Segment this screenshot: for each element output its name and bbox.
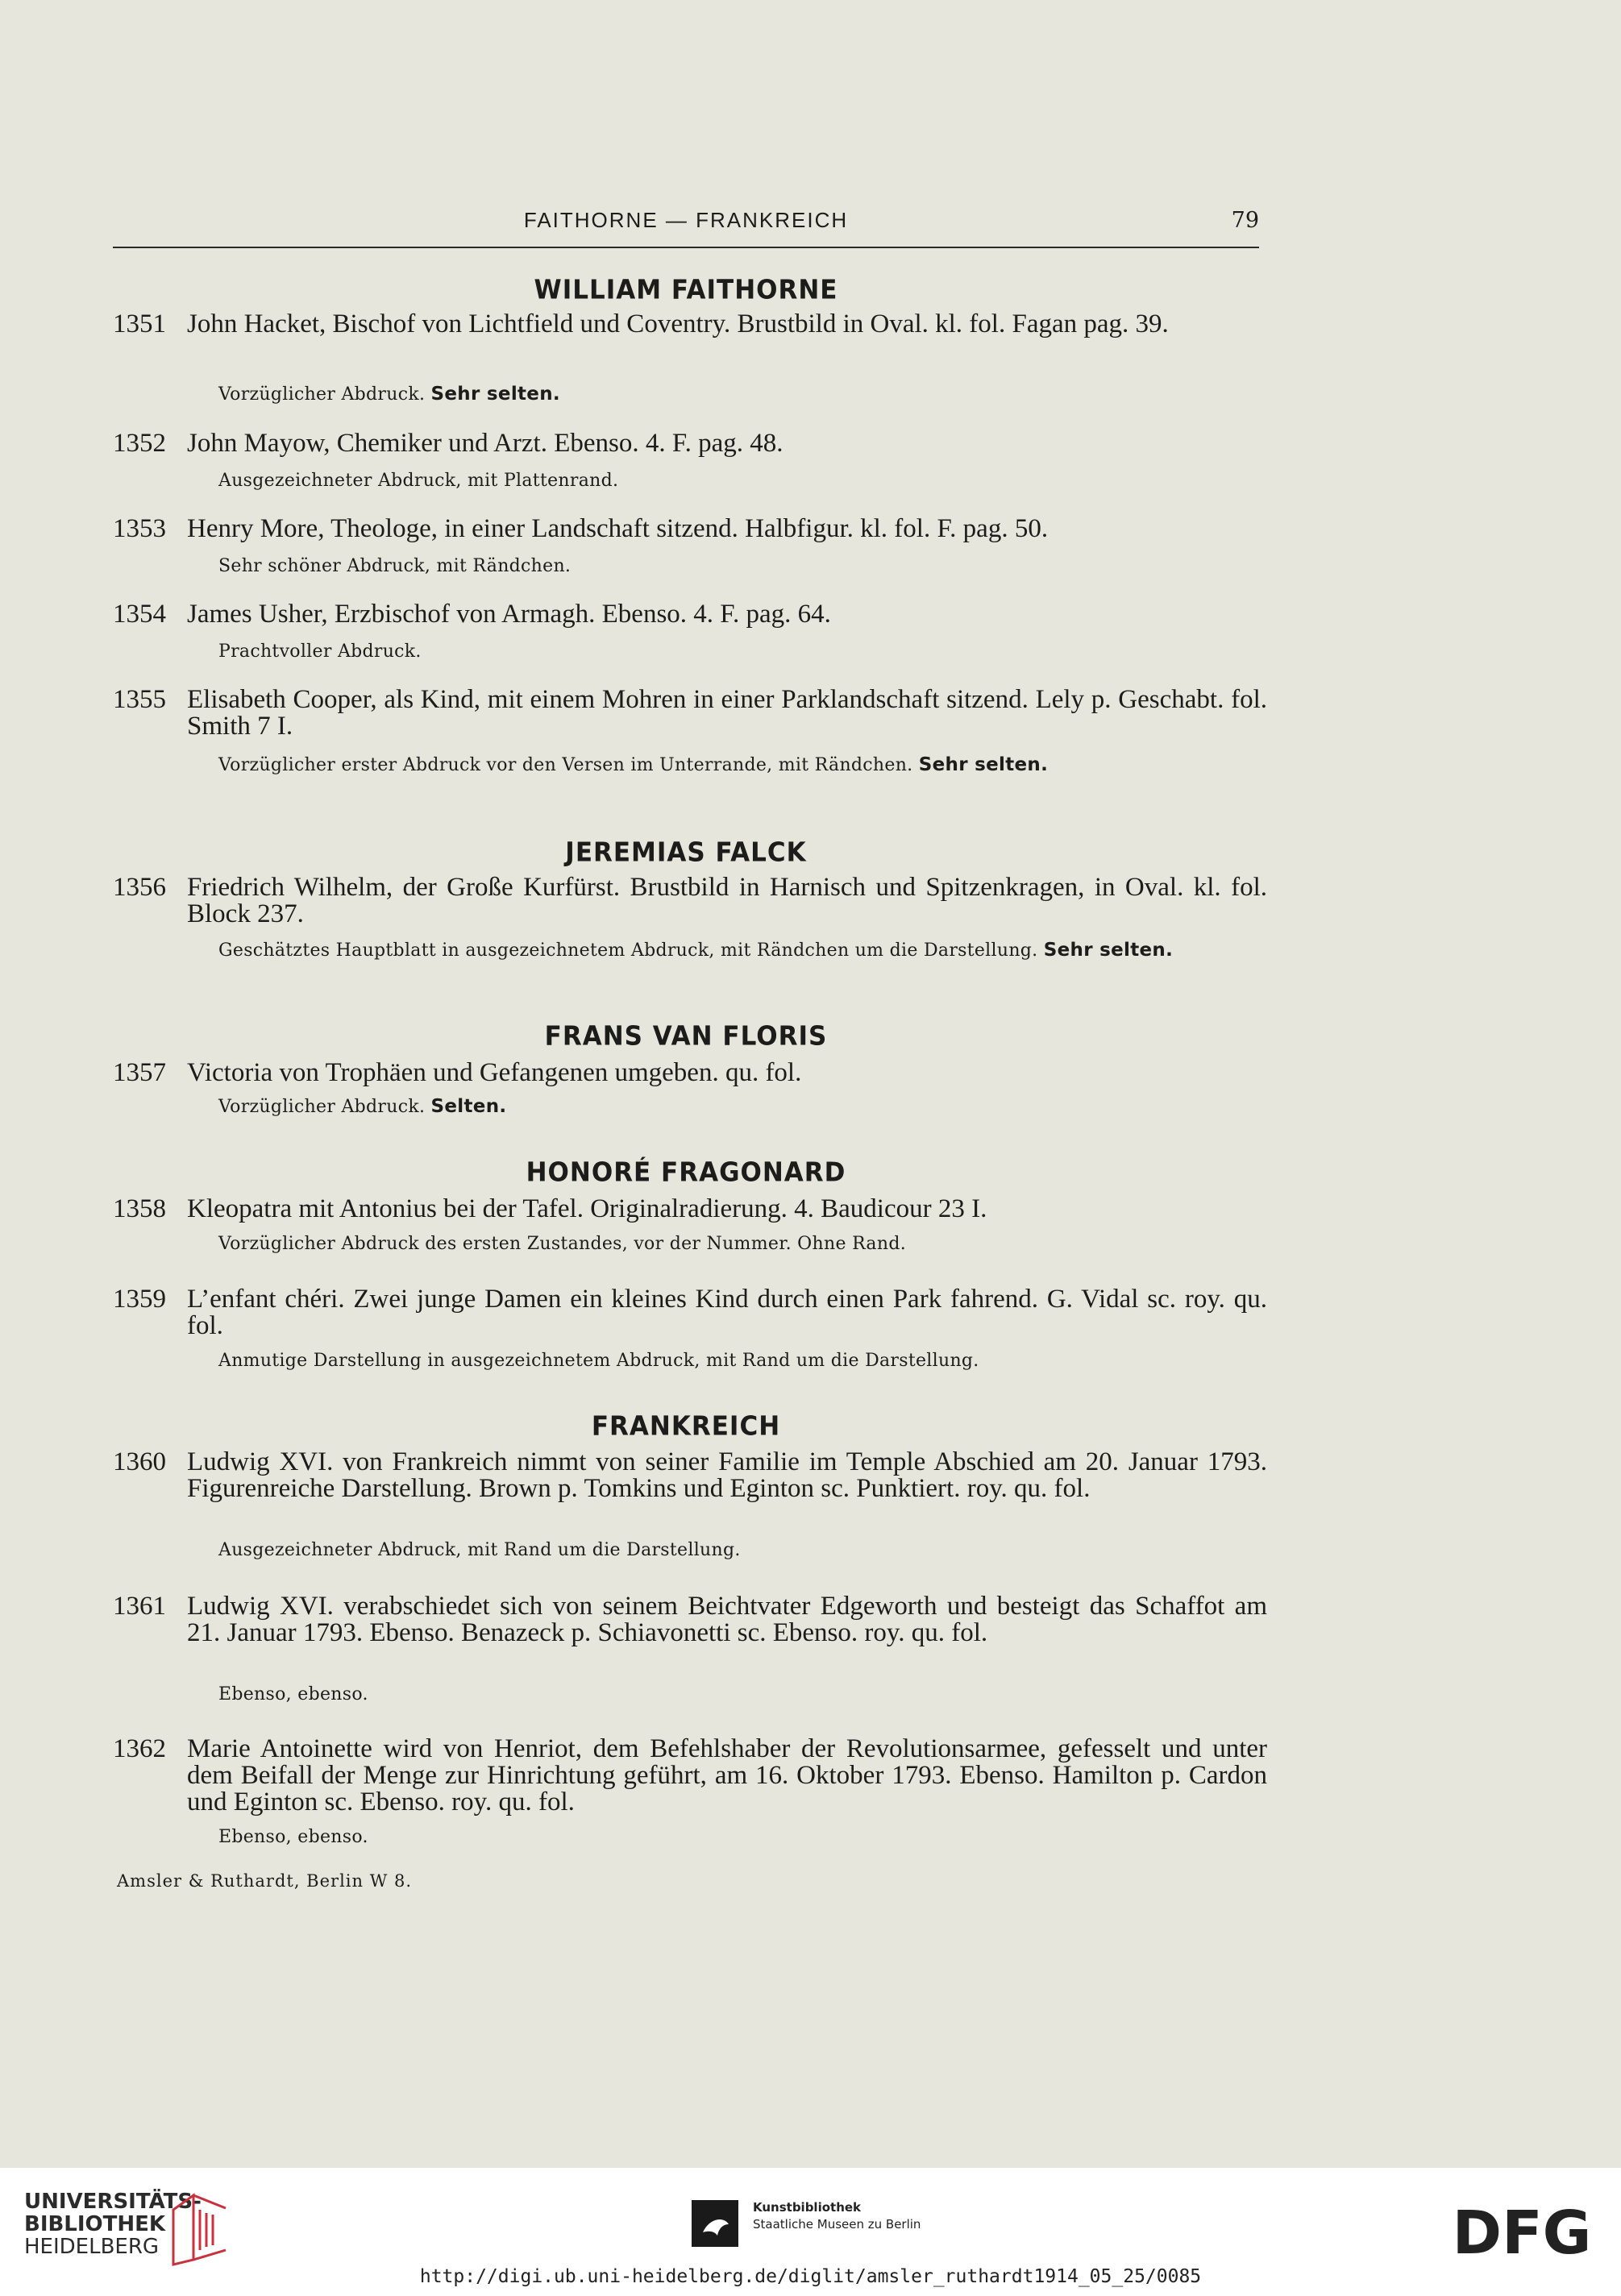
catalog-entry (113, 1736, 1267, 1865)
header-rule (113, 247, 1259, 248)
note-text: Ebenso, ebenso. (218, 1827, 368, 1847)
kunstbibliothek-eagle-icon[interactable] (692, 2200, 738, 2247)
section-heading-faithorne: WILLIAM FAITHORNE (534, 274, 838, 306)
entry-description: L’enfant chéri. Zwei junge Damen ein kleines Kind durch einen Park fahrend. G. Vidal sc. roy. qu. fol. (187, 1285, 1267, 1340)
note-text: Vorzüglicher Abdruck. (218, 384, 426, 405)
catalog-entry (113, 601, 1267, 666)
entry-description: Marie Antoinette wird von Henriot, dem Befehlshaber der Revolutionsarmee, gefesselt und unter dem Beifall der Menge zur Hinrichtung geführt, am 16. Oktober 1793. Ebenso. Hamilton p. Cardon und Eginton sc. Ebenso. roy. qu. fol. (187, 1734, 1267, 1816)
permalink-url[interactable]: http://digi.ub.uni-heidelberg.de/diglit/amsler_ruthardt1914_05_25/0085 (419, 2266, 1202, 2287)
note-emphasis: Sehr selten. (430, 384, 560, 405)
note-text: Vorzüglicher Abdruck. (218, 1097, 426, 1117)
entry-description: John Hacket, Bischof von Lichtfield und Coventry. Brustbild in Oval. kl. fol. Fagan pag. 39. (187, 309, 1169, 338)
entry-number: 1359 (113, 1285, 166, 1314)
entry-number: 1358 (113, 1194, 166, 1223)
entry-number: 1351 (113, 309, 166, 338)
entry-note (218, 1682, 1267, 1708)
catalog-entry (113, 1286, 1267, 1383)
entry-note (218, 554, 1267, 579)
entry-number: 1360 (113, 1447, 166, 1476)
catalog-entry (113, 311, 1267, 416)
note-emphasis: Sehr selten. (1043, 940, 1174, 961)
entry-note (218, 468, 1267, 494)
entry-number: 1356 (113, 873, 166, 902)
entry-description: Henry More, Theologe, in einer Landschaft sitzend. Halbfigur. kl. fol. F. pag. 50. (187, 514, 1049, 543)
catalog-entry (113, 874, 1267, 995)
page-number: 79 (1231, 208, 1259, 233)
entry-number: 1353 (113, 514, 166, 543)
catalog-entry (113, 1449, 1267, 1578)
section-heading-fragonard: HONORÉ FRAGONARD (526, 1156, 846, 1189)
ub-heidelberg-logo-icon[interactable] (161, 2186, 234, 2266)
section-heading-frankreich: FRANKREICH (591, 1410, 781, 1443)
entry-number: 1352 (113, 429, 166, 458)
note-emphasis: Sehr selten. (918, 754, 1049, 775)
entry-description: John Mayow, Chemiker und Arzt. Ebenso. 4. F. pag. 48. (187, 429, 783, 458)
entry-note (218, 1538, 1267, 1563)
kb-line-1: Kunstbibliothek (753, 2200, 862, 2215)
dfg-logo-icon[interactable] (1441, 2202, 1602, 2261)
ub-line-3: HEIDELBERG (24, 2235, 160, 2259)
note-emphasis: Selten. (430, 1096, 507, 1117)
entry-note (218, 1825, 1267, 1850)
entry-description: Ludwig XVI. von Frankreich nimmt von seiner Familie im Temple Abschied am 20. Januar 1793. Figurenreiche Darstellung. Brown p. Tomkins und Eginton sc. Punktiert. roy. qu. fol. (187, 1447, 1267, 1503)
running-head (113, 208, 1259, 242)
entry-description: Victoria von Trophäen und Gefangenen umgeben. qu. fol. (187, 1058, 802, 1087)
entry-note (218, 937, 1267, 964)
entry-number: 1357 (113, 1058, 166, 1087)
entry-note (218, 752, 1267, 778)
entry-note (218, 1231, 1267, 1257)
catalog-entry (113, 1196, 1267, 1260)
publisher-imprint: Amsler & Ruthardt, Berlin W 8. (117, 1871, 412, 1891)
catalog-entry (113, 687, 1267, 808)
note-text: Ausgezeichneter Abdruck, mit Plattenrand. (218, 471, 619, 491)
entry-description: James Usher, Erzbischof von Armagh. Ebenso. 4. F. pag. 64. (187, 600, 831, 629)
entry-description: Friedrich Wilhelm, der Große Kurfürst. Brustbild in Harnisch und Spitzenkragen, in Oval. kl. fol. Block 237. (187, 873, 1267, 928)
entry-number: 1355 (113, 685, 166, 714)
entry-number: 1362 (113, 1734, 166, 1763)
entry-note (218, 1348, 1267, 1374)
section-heading-falck: JEREMIAS FALCK (565, 837, 807, 869)
entry-number: 1361 (113, 1592, 166, 1621)
note-text: Geschätztes Hauptblatt in ausgezeichnetem Abdruck, mit Rändchen um die Darstellung. (218, 940, 1038, 961)
catalog-entry (113, 1593, 1267, 1722)
entry-description: Ludwig XVI. verabschiedet sich von seinem Beichtvater Edgeworth und besteigt das Schaffot am 21. Januar 1793. Ebenso. Benazeck p. Schiavonetti sc. Ebenso. roy. qu. fol. (187, 1592, 1267, 1647)
note-text: Sehr schöner Abdruck, mit Rändchen. (218, 556, 572, 576)
note-text: Ausgezeichneter Abdruck, mit Rand um die Darstellung. (218, 1540, 741, 1560)
entry-description: Elisabeth Cooper, als Kind, mit einem Mohren in einer Parklandschaft sitzend. Lely p. Geschabt. fol. Smith 7 I. (187, 685, 1267, 741)
kb-line-2: Staatliche Museen zu Berlin (753, 2217, 921, 2232)
catalog-entry (113, 516, 1267, 580)
section-heading-floris: FRANS VAN FLORIS (544, 1020, 828, 1053)
running-head-title: FAITHORNE — FRANKREICH (523, 208, 849, 232)
entry-note (218, 381, 1267, 408)
note-text: Ebenso, ebenso. (218, 1684, 368, 1704)
entry-note (218, 1094, 1267, 1120)
kunstbibliothek-logo-text[interactable] (753, 2199, 921, 2233)
note-text: Prachtvoller Abdruck. (218, 641, 422, 662)
entry-note (218, 639, 1267, 665)
ub-line-2: BIBLIOTHEK (24, 2212, 166, 2236)
catalog-entry (113, 1060, 1267, 1124)
note-text: Anmutige Darstellung in ausgezeichnetem Abdruck, mit Rand um die Darstellung. (218, 1351, 979, 1371)
note-text: Vorzüglicher Abdruck des ersten Zustandes, vor der Nummer. Ohne Rand. (218, 1234, 906, 1254)
entry-description: Kleopatra mit Antonius bei der Tafel. Originalradierung. 4. Baudicour 23 I. (187, 1194, 987, 1223)
entry-number: 1354 (113, 600, 166, 629)
dfg-logo-text: DFG (1452, 2202, 1592, 2261)
catalog-entry (113, 430, 1267, 495)
ub-line-1: UNIVERSITÄTS- (24, 2190, 202, 2214)
note-text: Vorzüglicher erster Abdruck vor den Versen im Unterrande, mit Rändchen. (218, 755, 913, 775)
